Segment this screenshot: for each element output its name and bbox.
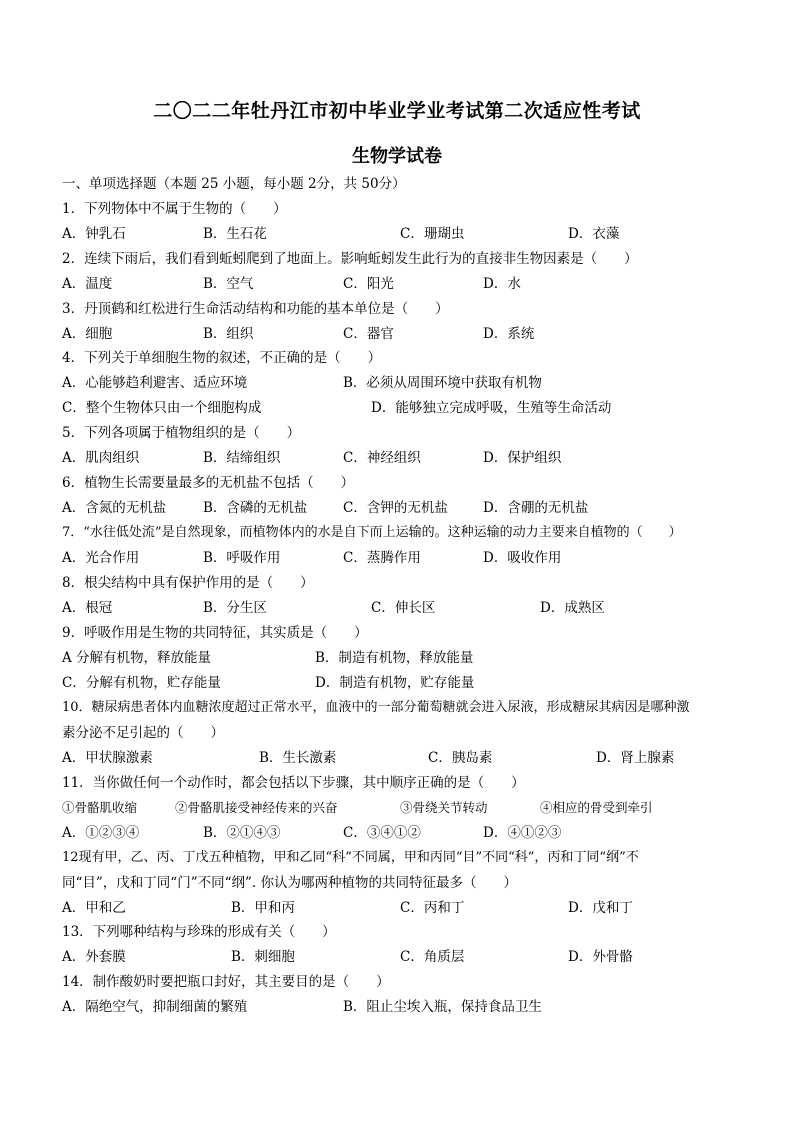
exam-title: 二〇二二年牡丹江市初中毕业学业考试第二次适应性考试: [153, 100, 641, 122]
question-13-stem: 13．下列哪种结构与珍珠的形成有关（ ）: [62, 924, 336, 940]
question-5-option-c: C．神经组织: [343, 450, 421, 466]
question-13-option-b: B．刺细胞: [231, 949, 295, 965]
question-10-option-c: C．胰岛素: [428, 750, 493, 766]
question-11-step-3: ③骨绕关节转动: [400, 800, 488, 815]
question-6-option-b: B．含磷的无机盐: [203, 500, 308, 516]
question-3-stem: 3．丹顶鹤和红松进行生命活动结构和功能的基本单位是（ ）: [62, 301, 449, 317]
question-6-option-c: C．含钾的无机盐: [343, 500, 448, 516]
question-5-option-b: B．结缔组织: [203, 450, 281, 466]
question-12-option-c: C．丙和丁: [400, 900, 465, 916]
question-10-option-b: B．生长激素: [259, 750, 337, 766]
question-7-stem: 7．“水往低处流”是自然现象，而植物体内的水是自下而上运输的。这种运输的动力主要来自植物的（ ）: [62, 525, 682, 540]
question-13-option-a: A．外套膜: [62, 949, 126, 965]
question-12-option-d: D．戊和丁: [568, 900, 633, 916]
question-6-stem: 6．植物生长需要量最多的无机盐不包括（ ）: [62, 475, 355, 491]
question-4-stem: 4．下列关于单细胞生物的叙述，不正确的是（ ）: [62, 350, 382, 366]
question-9-option-d: D．制造有机物，贮存能量: [315, 675, 475, 691]
question-11-option-a: A．①②③④: [62, 825, 140, 841]
question-7-option-c: C．蒸腾作用: [343, 550, 421, 566]
question-12-stem-line2: 同“目”，戊和丁同“门”不同“纲”. 你认为哪两种植物的共同特征最多（ ）: [62, 875, 517, 891]
question-7-option-a: A．光合作用: [62, 550, 140, 566]
question-8-option-b: B．分生区: [203, 600, 267, 616]
question-1-option-a: A．钟乳石: [62, 226, 126, 242]
question-13-option-c: C．角质层: [400, 949, 465, 965]
question-11-option-b: B．②①④③: [203, 825, 281, 841]
question-11-step-1: ①骨骼肌收缩: [62, 800, 138, 815]
question-1-option-d: D．衣藻: [568, 226, 620, 242]
question-3-option-c: C．器官: [343, 326, 394, 342]
question-3-option-b: B．组织: [203, 326, 254, 342]
question-11-step-4: ④相应的骨受到牵引: [540, 800, 653, 815]
question-11-option-d: D．④①②③: [483, 825, 562, 841]
question-2-stem: 2．连续下雨后，我们看到蚯蚓爬到了地面上。影响蚯蚓发生此行为的直接非生物因素是（ ）: [62, 251, 638, 267]
question-2-option-c: C．阳光: [343, 276, 394, 292]
question-1-option-c: C．珊瑚虫: [400, 226, 465, 242]
question-4-option-b: B．必须从周围环境中获取有机物: [343, 375, 542, 391]
question-6-option-a: A．含氮的无机盐: [62, 500, 167, 516]
question-7-option-d: D．吸收作用: [483, 550, 562, 566]
question-9-option-c: C．分解有机物，贮存能量: [62, 675, 221, 691]
question-2-option-b: B．空气: [203, 276, 254, 292]
question-12-option-b: B．甲和丙: [231, 900, 295, 916]
question-11-step-2: ②骨骼肌接受神经传来的兴奋: [175, 800, 338, 815]
question-3-option-a: A．细胞: [62, 326, 113, 342]
question-5-stem: 5．下列各项属于植物组织的是（ ）: [62, 425, 301, 441]
question-10-option-a: A．甲状腺激素: [62, 750, 153, 766]
question-8-stem: 8．根尖结构中具有保护作用的是（ ）: [62, 575, 314, 591]
question-10-option-d: D．肾上腺素: [596, 750, 675, 766]
question-9-stem: 9．呼吸作用是生物的共同特征，其实质是（ ）: [62, 625, 368, 641]
question-14-option-b: B．阻止尘埃入瓶，保持食品卫生: [343, 999, 542, 1015]
question-7-option-b: B．呼吸作用: [203, 550, 281, 566]
question-1-option-b: B．生石花: [203, 226, 267, 242]
question-14-option-a: A．隔绝空气，抑制细菌的繁殖: [62, 999, 248, 1015]
question-5-option-a: A．肌肉组织: [62, 450, 140, 466]
question-8-option-d: D．成熟区: [540, 600, 605, 616]
question-9-option-a: A 分解有机物，释放能量: [62, 650, 212, 666]
question-9-option-b: B．制造有机物，释放能量: [315, 650, 474, 666]
question-4-option-d: D．能够独立完成呼吸，生殖等生命活动: [371, 400, 612, 416]
question-8-option-c: C．伸长区: [371, 600, 436, 616]
question-2-option-d: D．水: [483, 276, 521, 292]
question-11-stem: 11．当你做任何一个动作时，都会包括以下步骤，其中顺序正确的是（ ）: [62, 775, 525, 791]
question-6-option-d: D．含硼的无机盐: [483, 500, 589, 516]
question-5-option-d: D．保护组织: [483, 450, 562, 466]
question-8-option-a: A．根冠: [62, 600, 113, 616]
question-12-stem-line1: 12现有甲，乙、丙、丁戊五种植物，甲和乙同“科”不同属，甲和丙同“目”不同“科”，丙和丁同“纲”不: [62, 850, 639, 865]
section-heading: 一、单项选择题（本题 25 小题，每小题 2分，共 50分）: [62, 176, 406, 192]
question-4-option-a: A．心能够趋利避害、适应环境: [62, 375, 248, 391]
question-3-option-d: D．系统: [483, 326, 535, 342]
question-1-stem: 1．下列物体中不属于生物的（ ）: [62, 201, 287, 217]
question-13-option-d: D．外骨骼: [568, 949, 633, 965]
question-10-stem-line2: 素分泌不足引起的（ ）: [62, 725, 224, 741]
question-10-stem-line1: 10．糖尿病患者体内血糖浓度超过正常水平，血液中的一部分葡萄糖就会进入尿液，形成糖尿其病因是哪种激: [62, 700, 690, 715]
question-12-option-a: A．甲和乙: [62, 900, 126, 916]
question-11-option-c: C．③④①②: [343, 825, 421, 841]
exam-subtitle: 生物学试卷: [352, 146, 442, 167]
question-2-option-a: A．温度: [62, 276, 113, 292]
question-14-stem: 14．制作酸奶时要把瓶口封好，其主要目的是（ ）: [62, 974, 390, 990]
question-4-option-c: C．整个生物体只由一个细胞构成: [62, 400, 262, 416]
